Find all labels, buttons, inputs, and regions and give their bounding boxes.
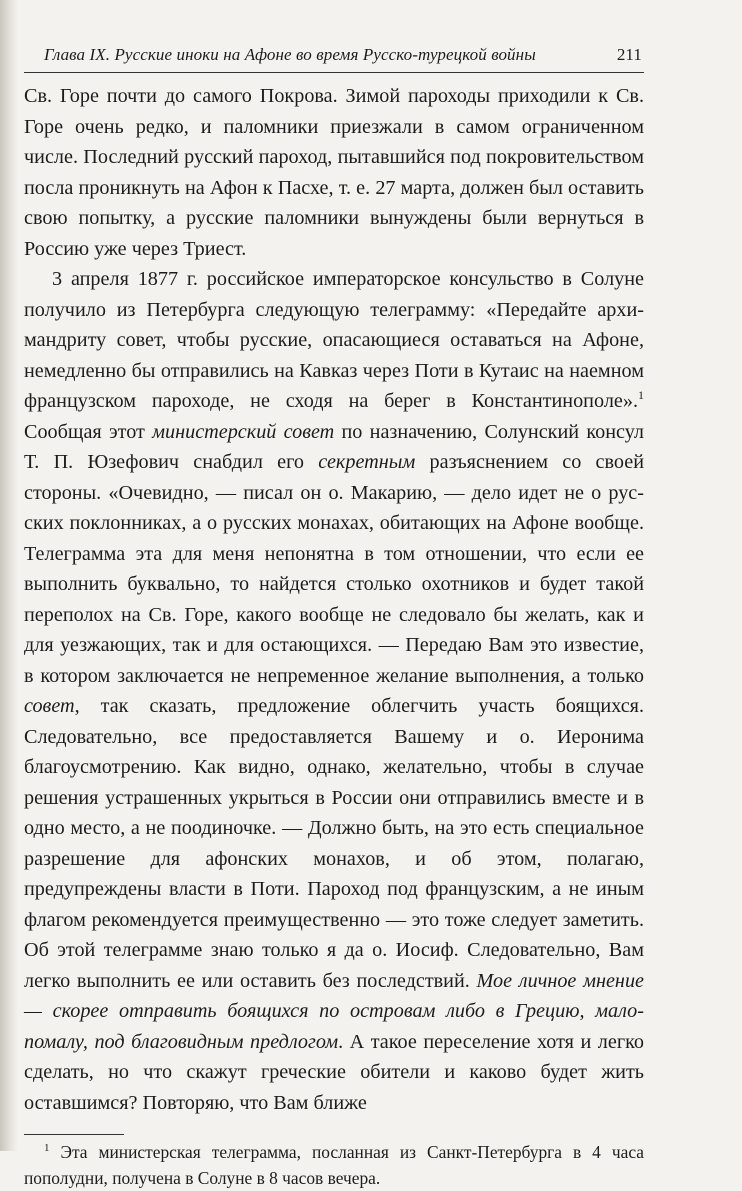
running-header	[24, 44, 644, 73]
paragraph-1: Св. Горе почти до самого Покрова. Зимой пароходы приходили к Св. Горе очень редко, и паломники приезжали в самом ограниченном числе. Последний русский пароход, пытавшийся под покровительством посла проникнуть на Афон к Пасхе, т. е. 27 марта, должен был оставить свою попытку, а русские паломники вынуждены были вернуться в Россию уже через Триест.	[24, 85, 644, 260]
footnote-text: Эта министерская телеграмма, посланная из Санкт-Петербурга в 4 часа пополудни, получена в Солуне в 8 часов вечера.	[24, 1142, 644, 1188]
chapter-title: Глава IX. Русские иноки на Афоне во время Русско-турецкой войны	[44, 45, 536, 64]
paragraph-2	[24, 264, 644, 1118]
italic-run: секретным	[318, 451, 416, 473]
italic-run: Мое личное мнение — скорее отправить боящихся по островам либо в Грецию, мало-помалу, под благовидным предлогом	[24, 969, 645, 1053]
footnote-mark: 1	[44, 1142, 50, 1154]
book-page	[24, 44, 644, 1191]
main-text	[24, 81, 644, 1118]
footnote-divider	[24, 1134, 124, 1135]
italic-run: совет	[24, 695, 75, 717]
text-run: , так сказать, предложение облегчить участь боящихся. Следовательно, все предоставляется Вашему и о. Иеронима благоусмотрению. Как видно, однако, желательно, чтобы в случае решения устрашенных укрыться в России они отправились вместе и в одно место, а не поодиночке. — Должно быть, на это есть специальное разрешение для афонских монахов, и об этом, полагаю, предупреждены власти в Поти. Пароход под французским, а не иным флагом рекомендуется преимущественно — это тоже следует заметить. Об этой телеграмме знаю только я да о. Иосиф. Следовательно, Вам легко выполнить ее или оставить без последствий.	[24, 695, 644, 992]
page-number: 211	[616, 45, 642, 64]
italic-run: министерский совет	[152, 420, 335, 443]
text-run: по назначению, Солунский консул Т. П. Юзефович снабдил его	[24, 420, 645, 473]
text-run: Сообщая этот	[24, 420, 153, 443]
text-run: разъяснением со своей стороны. «Очевидно, — писал он о. Макарию, — дело идет не о русских поклонниках, а о русских монахах, обитающих на Афоне вообще. Телеграмма эта для меня непонятна в том отношении, что если ее выполнить буквально, то найдется столько охотников и будет такой переполох на Св. Горе, какого вообще не следовало бы желать, как и для уезжающих, так и для остающихся. — Передаю Вам это известие, в котором заключается не непременное желание выполнения, а только	[24, 451, 644, 687]
text-run: . А такое переселение хотя и легко сделать, но что скажут греческие обители и каково будет жить оставшимся? Повторяю, что Вам ближе	[24, 1030, 644, 1114]
text-run: 3 апреля 1877 г. российское императорское консульство в Солуне получило из Петербурга следующую телеграмму: «Передайте архимандриту совет, чтобы русские, опасающиеся оставаться на Афоне, немедленно бы отправились на Кавказ через Поти в Кутаис на наемном французском пароходе, не сходя на берег в Константинополе».	[24, 268, 644, 412]
footnote-ref[interactable]: 1	[638, 388, 644, 402]
page-edge-shadow	[0, 0, 18, 1151]
footnote	[24, 1139, 644, 1191]
